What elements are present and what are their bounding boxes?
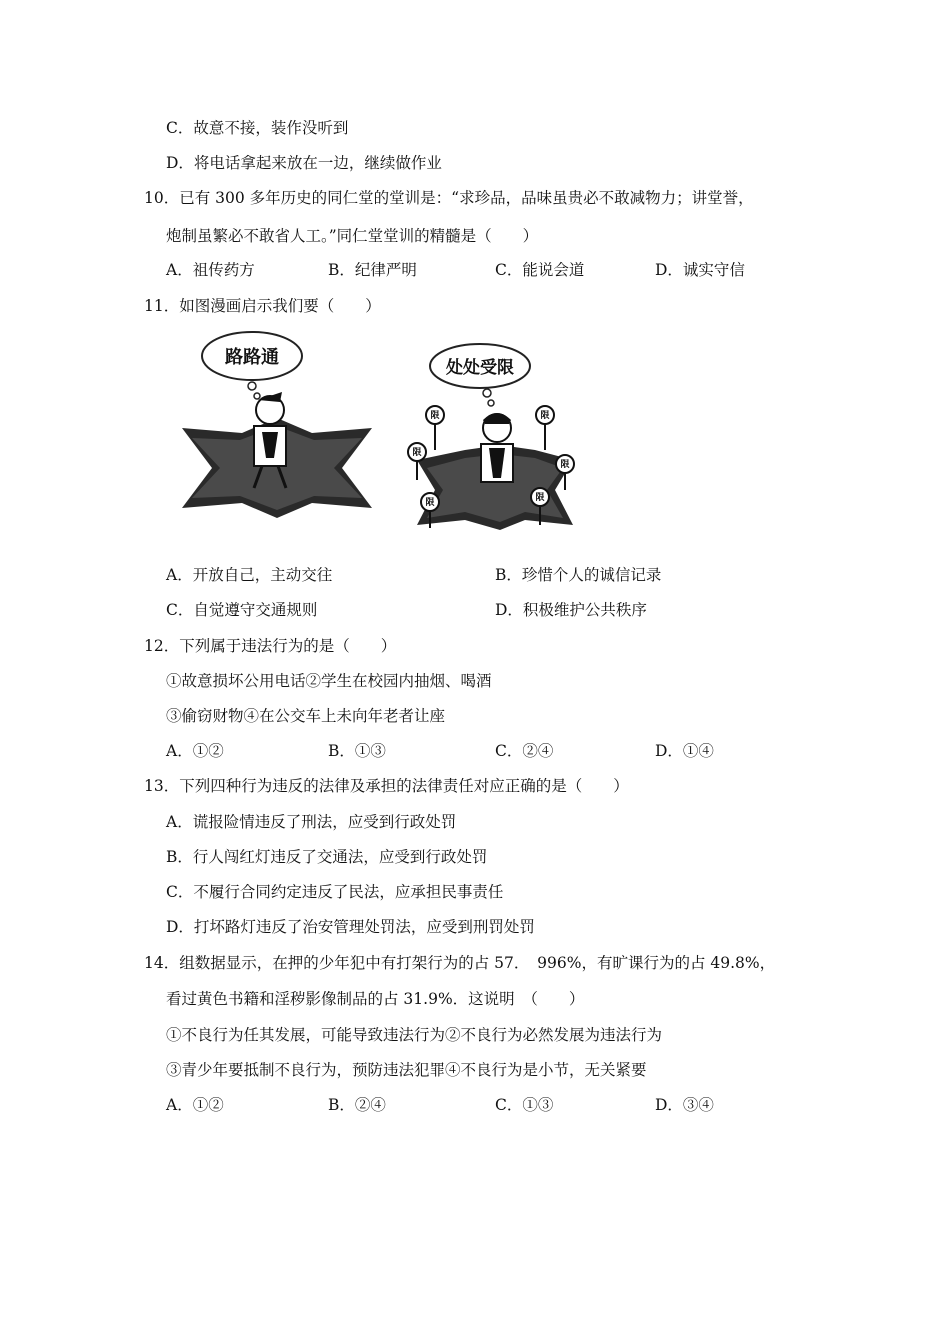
q10-stem-line1: 10．已有 300 多年历史的同仁堂的堂训是：“求珍品，品味虽贵必不敢减物力；讲堂誉，: [144, 189, 754, 207]
q11-option-a: A．开放自己，主动交往: [166, 566, 333, 584]
q10-option-b: B．纪律严明: [328, 261, 417, 279]
q14-option-b: B．②④: [328, 1096, 386, 1114]
q14-items-line1: ①不良行为任其发展，可能导致违法行为②不良行为必然发展为违法行为: [166, 1026, 663, 1044]
q10-option-d: D．诚实守信: [655, 261, 745, 279]
q13-stem: 13．下列四种行为违反的法律及承担的法律责任对应正确的是（ ）: [144, 777, 629, 795]
q11-stem: 11．如图漫画启示我们要（ ）: [144, 297, 381, 315]
q12-option-d: D．①④: [655, 742, 714, 760]
q12-option-a: A．①②: [166, 742, 224, 760]
q10-stem-line2: 炮制虽繁必不敢省人工。”同仁堂堂训的精髓是（ ）: [166, 227, 539, 245]
limit-sign-6: 限: [535, 493, 545, 503]
q11-option-d: D．积极维护公共秩序: [495, 601, 647, 619]
q12-option-c: C．②④: [495, 742, 554, 760]
limit-sign-2: 限: [412, 448, 422, 458]
q14-stem-line1: 14．组数据显示，在押的少年犯中有打架行为的占 57． 996%，有旷课行为的占 49.8%，: [144, 954, 776, 972]
q11-option-b: B．珍惜个人的诚信记录: [495, 566, 662, 584]
limit-sign-3: 限: [425, 498, 435, 508]
limit-sign-5: 限: [560, 460, 570, 470]
limit-sign-4: 限: [540, 411, 550, 421]
cartoon-left-bubble-text: 路路通: [225, 347, 279, 368]
q12-items-line1: ①故意损坏公用电话②学生在校园内抽烟、喝酒: [166, 672, 492, 690]
limit-sign-1: 限: [430, 411, 440, 421]
q12-items-line2: ③偷窃财物④在公交车上未向年老者让座: [166, 707, 446, 725]
q12-stem: 12．下列属于违法行为的是（ ）: [144, 637, 397, 655]
q12-option-b: B．①③: [328, 742, 386, 760]
q11-option-c: C．自觉遵守交通规则: [166, 601, 318, 619]
cartoon-right: [405, 340, 585, 530]
q10-option-a: A．祖传药方: [166, 261, 255, 279]
q9-option-c: C．故意不接，装作没听到: [166, 119, 349, 137]
q14-option-a: A．①②: [166, 1096, 224, 1114]
q14-option-d: D．③④: [655, 1096, 714, 1114]
q14-stem-line2: 看过黄色书籍和淫秽影像制品的占 31.9%．这说明 （ ）: [166, 990, 585, 1008]
q13-option-d: D．打坏路灯违反了治安管理处罚法，应受到刑罚处罚: [166, 918, 535, 936]
cartoon-right-bubble-text: 处处受限: [446, 358, 514, 378]
q13-option-b: B．行人闯红灯违反了交通法，应受到行政处罚: [166, 848, 488, 866]
q13-option-c: C．不履行合同约定违反了民法，应承担民事责任: [166, 883, 504, 901]
q10-option-c: C．能说会道: [495, 261, 585, 279]
q14-option-c: C．①③: [495, 1096, 554, 1114]
q9-option-d: D．将电话拿起来放在一边，继续做作业: [166, 154, 442, 172]
q13-option-a: A．谎报险情违反了刑法，应受到行政处罚: [166, 813, 457, 831]
q14-items-line2: ③青少年要抵制不良行为，预防违法犯罪④不良行为是小节，无关紧要: [166, 1061, 647, 1079]
cartoon-left: [182, 328, 382, 528]
